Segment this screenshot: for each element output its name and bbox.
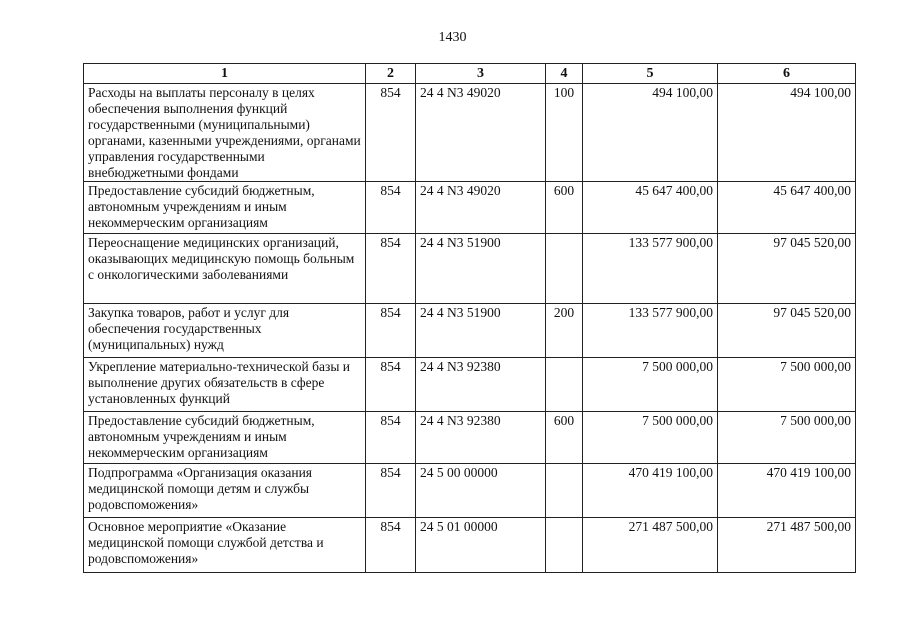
row-target-article: 24 4 N3 49020	[416, 84, 546, 182]
row-target-article: 24 4 N3 92380	[416, 358, 546, 412]
row-grbs-code: 854	[366, 182, 416, 234]
row-name: Предоставление субсидий бюджетным, автономным учреждениям и иным некоммерческим организациям	[84, 182, 366, 234]
row-amount-col6: 494 100,00	[718, 84, 856, 182]
row-target-article: 24 5 00 00000	[416, 464, 546, 518]
row-amount-col5: 271 487 500,00	[583, 518, 718, 573]
table-row	[84, 84, 856, 182]
row-target-article: 24 4 N3 92380	[416, 412, 546, 464]
column-header-4: 4	[546, 64, 583, 84]
column-header-6: 6	[718, 64, 856, 84]
table-row	[84, 358, 856, 412]
table-row	[84, 464, 856, 518]
row-grbs-code: 854	[366, 464, 416, 518]
column-header-1: 1	[84, 64, 366, 84]
table-row	[84, 234, 856, 304]
row-grbs-code: 854	[366, 358, 416, 412]
row-name: Основное мероприятие «Оказание медицинской помощи службой детства и родовспоможения»	[84, 518, 366, 573]
budget-table	[83, 63, 856, 573]
row-amount-col5: 470 419 100,00	[583, 464, 718, 518]
row-grbs-code: 854	[366, 234, 416, 304]
row-expense-type: 600	[546, 412, 583, 464]
row-target-article: 24 4 N3 51900	[416, 234, 546, 304]
row-amount-col6: 45 647 400,00	[718, 182, 856, 234]
column-header-5: 5	[583, 64, 718, 84]
row-amount-col5: 45 647 400,00	[583, 182, 718, 234]
row-amount-col5: 7 500 000,00	[583, 358, 718, 412]
row-expense-type: 100	[546, 84, 583, 182]
column-header-2: 2	[366, 64, 416, 84]
table-row	[84, 304, 856, 358]
table-row	[84, 412, 856, 464]
row-amount-col6: 7 500 000,00	[718, 358, 856, 412]
column-header-3: 3	[416, 64, 546, 84]
row-amount-col6: 97 045 520,00	[718, 234, 856, 304]
row-target-article: 24 4 N3 49020	[416, 182, 546, 234]
row-amount-col6: 97 045 520,00	[718, 304, 856, 358]
row-amount-col5: 494 100,00	[583, 84, 718, 182]
row-name: Подпрограмма «Организация оказания медицинской помощи детям и службы родовспоможения»	[84, 464, 366, 518]
row-grbs-code: 854	[366, 84, 416, 182]
row-expense-type	[546, 464, 583, 518]
row-name: Расходы на выплаты персоналу в целях обеспечения выполнения функций государственными (муниципальными) органами, казенными учреждениями, органами управления государственными внебюджетными фондами	[84, 84, 366, 182]
row-amount-col6: 470 419 100,00	[718, 464, 856, 518]
row-name: Укрепление материально-технической базы и выполнение других обязательств в сфере установленных функций	[84, 358, 366, 412]
row-grbs-code: 854	[366, 518, 416, 573]
row-target-article: 24 4 N3 51900	[416, 304, 546, 358]
row-expense-type: 600	[546, 182, 583, 234]
row-amount-col5: 133 577 900,00	[583, 234, 718, 304]
row-name: Переоснащение медицинских организаций, оказывающих медицинскую помощь больным с онкологическими заболеваниями	[84, 234, 366, 304]
row-expense-type	[546, 358, 583, 412]
row-grbs-code: 854	[366, 304, 416, 358]
row-expense-type	[546, 518, 583, 573]
row-name: Предоставление субсидий бюджетным, автономным учреждениям и иным некоммерческим организациям	[84, 412, 366, 464]
row-grbs-code: 854	[366, 412, 416, 464]
table-row	[84, 518, 856, 573]
table-row	[84, 182, 856, 234]
row-amount-col5: 7 500 000,00	[583, 412, 718, 464]
row-name: Закупка товаров, работ и услуг для обеспечения государственных (муниципальных) нужд	[84, 304, 366, 358]
page-number: 1430	[438, 30, 467, 45]
row-amount-col6: 7 500 000,00	[718, 412, 856, 464]
row-expense-type	[546, 234, 583, 304]
table-header-row	[84, 64, 856, 84]
row-expense-type: 200	[546, 304, 583, 358]
row-amount-col6: 271 487 500,00	[718, 518, 856, 573]
row-target-article: 24 5 01 00000	[416, 518, 546, 573]
row-amount-col5: 133 577 900,00	[583, 304, 718, 358]
